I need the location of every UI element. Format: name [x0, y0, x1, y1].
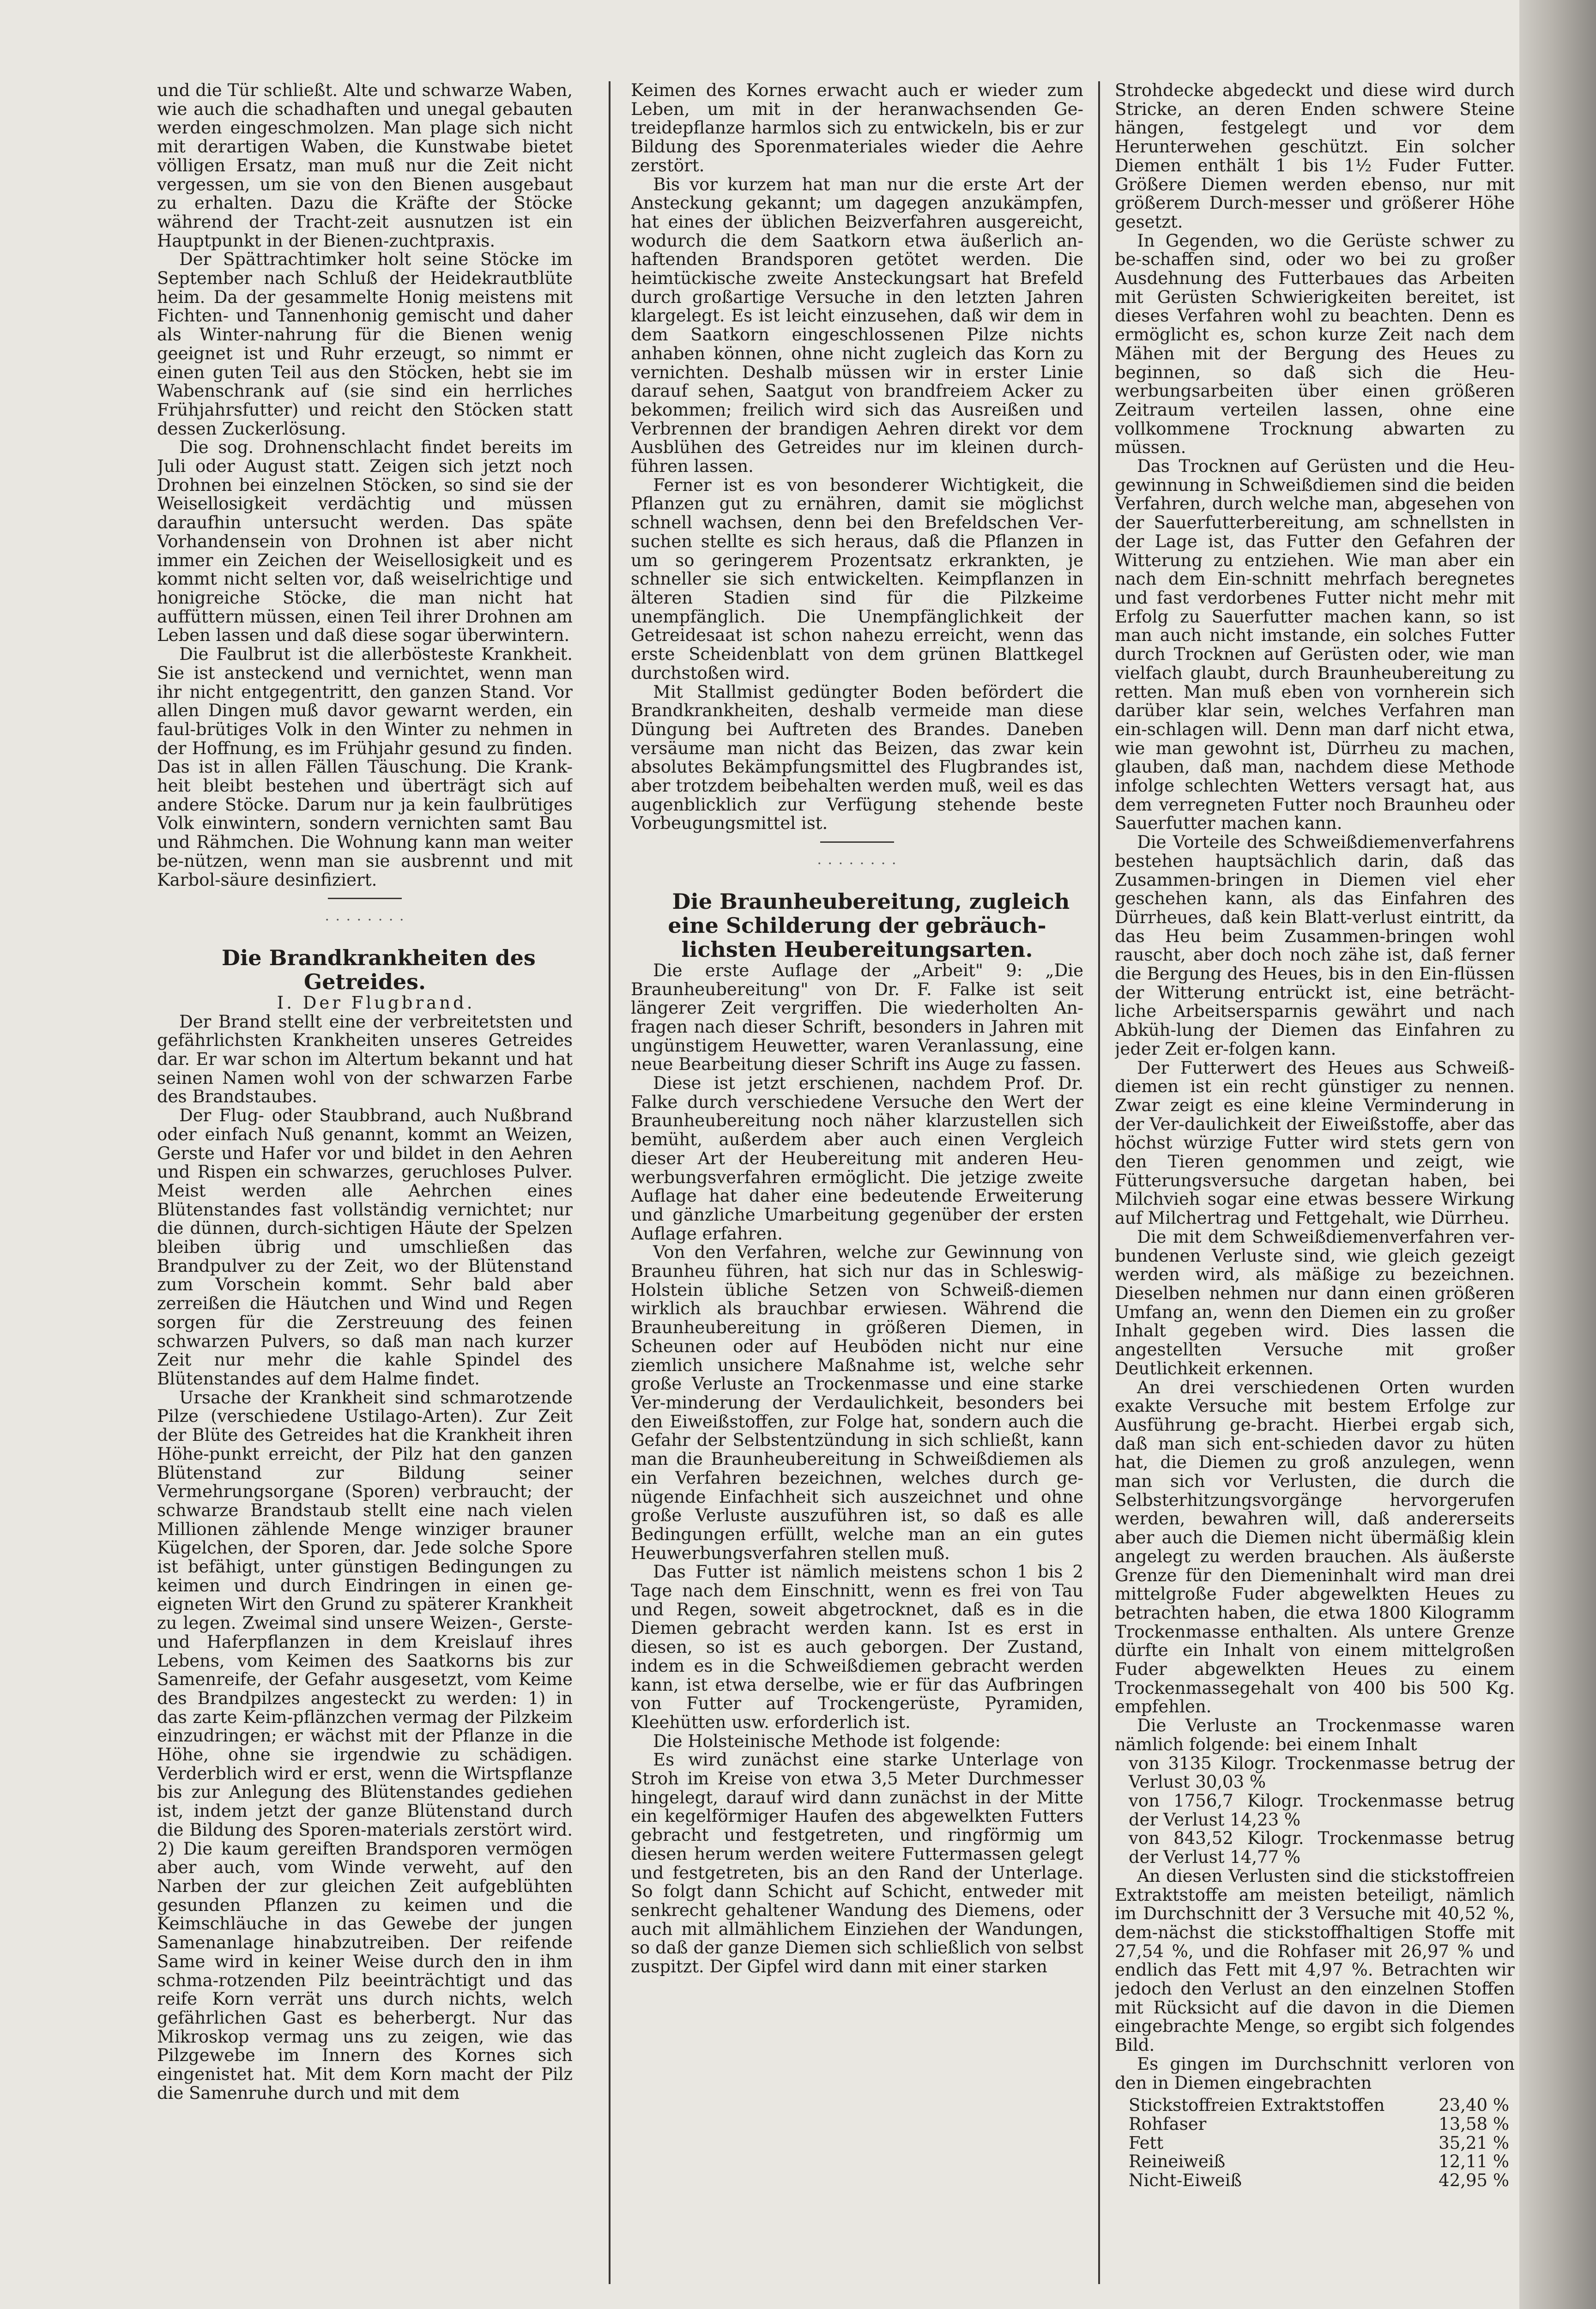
paragraph: Ursache der Krankheit sind schmarotzende Pilze (verschiedene Ustilago-Arten). Zur Zeit der Blüte des Getreides hat die Krankheit ihren Höhe-punkt erreicht, der Pilz hat den ganzen Blütenstand zur Bildung seiner Vermehrungsorgane (Sporen) verbraucht; der schwarze Brandstaub stellt eine nach vielen Millionen zählende Menge winziger brauner Kügelchen, der Sporen, dar. Jede solche Spore ist befähigt, unter günstigen Bedingungen zu keimen und durch Eindringen in einen ge-eigneten Wirt den Grund zu späterer Krankheit zu legen. Zweimal sind unsere Weizen-, Gerste- und Haferpflanzen in dem Kreislauf ihres Lebens, vom Keimen des Saatkorns bis zur Samenreife, der Gefahr ausgesetzt, vom Keime des Brandpilzes angesteckt zu werden: 1) in das zarte Keim-pflänzchen vermag der Pilzkeim einzudringen; er wächst mit der Pflanze in die Höhe, ohne sie irgendwie zu schädigen. Verderblich wird er erst, wenn die Wirtspflanze bis zur Anlegung des Blütenstandes gediehen ist, indem jetzt der ganze Blütenstand durch die Bildung des Sporen-materials zerstört wird. 2) Die kaum gereiften Brandsporen vermögen aber auch, vom Winde verweht, auf den Narben der zur gleichen Zeit aufgeblühten gesunden Pflanzen zu keimen und die Keimschläuche in das Gewebe der jungen Samenanlage hinabzutreiben. Der reifende Same wird in keiner Weise durch den in ihm schma-rotzenden Pilz beeinträchtigt und das reife Korn verrät uns durch nichts, welch gefährlichen Gast es beherbergt. Nur das Mikroskop vermag uns zu zeigen, wie das Pilzgewebe im Innern des Kornes sich eingenistet hat. Mit dem Korn macht der Pilz die Samenruhe durch und mit dem — [157, 1387, 573, 2103]
table-row — [1129, 2134, 1515, 2153]
paragraph: Die Faulbrut ist die allerbösteste Krankheit. Sie ist ansteckend und vernichtet, wenn man ihr nicht entgegentritt, den ganzen Stand. Vor allen Dingen muß davor gewarnt werden, ein faul-brütiges Volk in den Winter zu nehmen in der Hoffnung, es im Frühjahr gesund zu finden. Das ist in allen Fällen Täuschung. Die Krank-heit bleibt bestehen und überträgt sich auf andere Stöcke. Darum nur ja kein faulbrütiges Volk einwintern, sondern vernichten samt Bau und Rähmchen. Die Wohnung kann man weiter be-nützen, wenn man sie ausbrennt und mit Karbol-säure desinfiziert. — [157, 644, 573, 890]
table-value: 42,95 % — [1439, 2170, 1509, 2191]
paragraph: Es wird zunächst eine starke Unterlage von Stroh im Kreise von etwa 3,5 Meter Durchmesser hingelegt, darauf wird dann zunächst in der Mitte ein kegelförmiger Haufen des abgewelkten Futters gebracht und festgetreten, und ringförmig um diesen herum werden weitere Futtermassen gelegt und festgetreten, bis an den Rand der Unterlage. So folgt dann Schicht auf Schicht, entweder mit senkrecht gehaltener Wandung des Diemens, oder auch mit allmählichem Einziehen der Wandungen, so daß der ganze Diemen sich schließlich von selbst zuspitzt. Der Gipfel wird dann mit einer starken — [631, 1750, 1083, 1977]
paragraph: Diese ist jetzt erschienen, nachdem Prof. Dr. Falke durch verschiedene Versuche den Wert der Braunheubereitung noch näher klarzustellen sich bemüht, außerdem aber auch einen Vergleich dieser Art der Heubereitung mit anderen Heu-werbungsverfahren ermöglicht. Die jetzige zweite Auflage hat daher eine bedeutende Erweiterung und gänzliche Umarbeitung gegenüber der ersten Auflage erfahren. — [631, 1073, 1083, 1244]
book-binding-edge — [1519, 0, 1596, 2309]
article-headline: Die Braunheubereitung, zugleich eine Schilderung der gebräuch-lichsten Heubereitungsarten. — [668, 889, 1070, 962]
paragraph: Der Futterwert des Heues aus Schweiß-diemen ist ein recht günstiger zu nennen. Zwar zeigt es eine kleine Verminderung in der Ver-daulichkeit der Eiweißstoffe, aber das höchst würzige Futter wird stets gern von den Tieren genommen und zeigt, wie Fütterungsversuche dargetan haben, bei Milchvieh sogar eine etwas bessere Wirkung auf Milchertrag und Fettgehalt, wie Dürrheu. — [1115, 1058, 1515, 1228]
paragraph: Von den Verfahren, welche zur Gewinnung von Braunheu führen, hat sich nur das in Schleswig-Holstein übliche Setzen von Schweiß-diemen wirklich als brauchbar erwiesen. Während die Braunheubereitung in größeren Diemen, in Scheunen oder auf Heuböden nicht nur eine ziemlich unsichere Maßnahme ist, welche sehr große Verluste an Trockenmasse und eine starke Ver-minderung der Verdaulichkeit, besonders bei den Eiweißstoffen, zur Folge hat, sondern auch die Gefahr der Selbstentzündung in sich schließt, kann man die Braunheubereitung in Schweißdiemen als ein Verfahren bezeichnen, welches durch ge-nügende Einfachheit sich auszeichnet und ohne große Verluste auszuführen ist, so daß es alle Bedingungen erfüllt, welche man an ein gutes Heuwerbungsverfahren stellen muß. — [631, 1242, 1083, 1563]
table-row — [1129, 2115, 1515, 2134]
table-value: 13,58 % — [1439, 2114, 1509, 2134]
column-3 — [1115, 81, 1515, 2293]
paragraph: Das Futter ist nämlich meistens schon 1 bis 2 Tage nach dem Einschnitt, wenn es frei von Tau und Regen, soweit abgetrocknet, daß es in die Diemen gebracht werden kann. Ist es erst in diesen, so ist es auch geborgen. Der Zustand, indem es in die Schweißdiemen gebracht werden kann, ist etwa derselbe, wie er für das Aufbringen von Futter auf Trockengerüste, Pyramiden, Kleehütten usw. erforderlich ist. — [631, 1562, 1083, 1732]
paragraph: Es gingen im Durchschnitt verloren von den in Diemen eingebrachten — [1115, 2054, 1515, 2093]
paragraph: In Gegenden, wo die Gerüste schwer zu be-schaffen sind, oder wo bei zu großer Ausdehnung des Futterbaues das Arbeiten mit Gerüsten Schwierigkeiten bereitet, ist dieses Verfahren wohl zu beachten. Denn es ermöglicht es, schon kurze Zeit nach dem Mähen mit der Bergung des Heues zu beginnen, so daß sich die Heu-werbungsarbeiten über einen größeren Zeitraum verteilen lassen, ohne eine vollkommene Trocknung abwarten zu müssen. — [1115, 230, 1515, 458]
column-2 — [631, 81, 1083, 2293]
table-value: 35,21 % — [1439, 2133, 1509, 2153]
ornament: · · · · · · · · — [325, 912, 405, 929]
table-value: 12,11 % — [1439, 2152, 1509, 2172]
paragraph: Die erste Auflage der „Arbeit" 9: „Die Braunheubereitung" von Dr. F. Falke ist seit längerer Zeit vergriffen. Die wiederholten An-fragen nach dieser Schrift, besonders in Jahren mit ungünstigem Heuwetter, waren Veranlassung, eine neue Bearbeitung dieser Schrift ins Auge zu fassen. — [631, 960, 1083, 1075]
paragraph: Keimen des Kornes erwacht auch er wieder zum Leben, um mit in der heranwachsenden Ge-treidepflanze harmlos sich zu entwickeln, bis er zur Bildung des Sporenmateriales wieder die Aehre zerstört. — [631, 81, 1083, 175]
paragraph: und die Tür schließt. Alte und schwarze Waben, wie auch die schadhaften und unegal gebauten werden eingeschmolzen. Man plage sich nicht mit derartigen Waben, die Kunstwabe bietet völligen Ersatz, man muß nur die Zeit nicht vergessen, um sie von den Bienen ausgebaut zu erhalten. Dazu die Kräfte der Stöcke während der Tracht-zeit ausnutzen ist ein Hauptpunkt in der Bienen-zuchtpraxis. — [157, 81, 573, 251]
ornament: · · · · · · · · — [817, 856, 897, 872]
paragraph: Der Brand stellt eine der verbreitetsten und gefährlichsten Krankheiten unseres Getreides dar. Er war schon im Altertum bekannt und hat seinen Namen wohl von der schwarzen Farbe des Brandstaubes. — [157, 1011, 573, 1107]
paragraph: An diesen Verlusten sind die stickstoffreien Extraktstoffe am meisten beteiligt, nämlich im Durchschnitt der 3 Versuche mit 40,52 %, dem-nächst die stickstoffhaltigen Stoffe mit 27,54 %, und die Rohfaser mit 26,97 % und endlich das Fett mit 4,97 %. Betrachten wir jedoch den Verlust an den einzelnen Stoffen mit Rücksicht auf die davon in die Diemen eingebrachte Menge, so ergibt sich folgendes Bild. — [1115, 1866, 1515, 2055]
loss-line: von 843,52 Kilogr. Trockenmasse betrug der Verlust 14,77 % — [1129, 1828, 1515, 1868]
table-label: Nicht-Eiweiß — [1129, 2170, 1242, 2191]
losses-list — [1115, 1754, 1515, 1867]
column-rule — [1098, 81, 1100, 2284]
table-row — [1129, 2171, 1515, 2190]
separator-line — [328, 898, 402, 899]
paragraph: Mit Stallmist gedüngter Boden befördert die Brandkrankheiten, deshalb vermeide man diese Düngung bei Auftreten des Brandes. Daneben versäume man nicht das Beizen, das zwar kein absolutes Bekämpfungsmittel des Flugbrandes ist, aber trotzdem beibehalten werden muß, weil es das augenblicklich zur Verfügung stehende beste Vorbeugungsmittel ist. — [631, 682, 1083, 834]
paragraph: An drei verschiedenen Orten wurden exakte Versuche mit bestem Erfolge zur Ausführung ge-bracht. Hierbei ergab sich, daß man sich ent-schieden davor zu hüten hat, die Diemen zu groß anzulegen, wenn man sich vor Verlusten, die durch die Selbsterhitzungsvorgänge hervorgerufen werden, bewahren will, daß andererseits aber auch die Diemen nicht übermäßig klein angelegt zu werden brauchen. Als äußerste Grenze für den Diemeninhalt wird man drei mittelgroße Fuder abgewelkten Heues zu betrachten haben, die etwa 1800 Kilogramm Trockenmasse enthalten. Als untere Grenze dürfte ein Inhalt von einem mittelgroßen Fuder abgewelkten Heues zu einem Trockenmassegehalt von 400 bis 500 Kg. empfehlen. — [1115, 1377, 1515, 1717]
table-label: Stickstoffreien Extraktstoffen — [1129, 2095, 1385, 2116]
table-label: Rohfaser — [1129, 2114, 1207, 2134]
article-headline: Die Brandkrankheiten des Getreides. — [221, 945, 536, 994]
paragraph: Die Vorteile des Schweißdiemenverfahrens bestehen hauptsächlich darin, daß das Zusammen-bringen in Diemen viel eher geschehen kann, als das Einfahren des Dürrheues, daß kein Blatt-verlust eintritt, da das Heu beim Zusammen-bringen wohl rauscht, aber doch noch zähe ist, daß ferner die Bergung des Heues, bis in den Ein-flüssen der Witterung entrückt ist, eine beträcht-liche Arbeitsersparnis gewährt und nach Abküh-lung der Diemen das Einfahren zu jeder Zeit er-folgen kann. — [1115, 832, 1515, 1059]
paragraph: Bis vor kurzem hat man nur die erste Art der Ansteckung gekannt; um dagegen anzukämpfen, hat eines der üblichen Beizverfahren ausgereicht, wodurch die dem Saatkorn etwa äußerlich an-haftenden Brandsporen getötet werden. Die heimtückische zweite Ansteckungsart hat Brefeld durch großartige Versuche in den letzten Jahren klargelegt. Es ist leicht einzusehen, daß wir dem in dem Saatkorn eingeschlossenen Pilze nichts anhaben können, ohne nicht zugleich das Korn zu vernichten. Deshalb müssen wir in erster Linie darauf sehen, Saatgut von brandfreiem Acker zu bekommen; freilich wird sich das Ausreißen und Verbrennen der brandigen Aehren direkt vor dem Ausblühen des Getreides nur im kleinen durch-führen lassen. — [631, 174, 1083, 477]
loss-table — [1129, 2096, 1515, 2190]
column-1 — [157, 81, 573, 2293]
loss-line: von 3135 Kilogr. Trockenmasse betrug der Verlust 30,03 % — [1129, 1753, 1515, 1792]
paragraph: Die Verluste an Trockenmasse waren nämlich folgende: bei einem Inhalt — [1115, 1716, 1515, 1754]
paragraph: Der Spättrachtimker holt seine Stöcke im September nach Schluß der Heidekrautblüte heim. Da der gesammelte Honig meistens mit Fichten- und Tannenhonig gemischt und daher als Winter-nahrung für die Bienen wenig geeignet ist und Ruhr erzeugt, so nimmt er einen guten Teil aus den Stöcken, hebt sie im Wabenschrank auf (sie sind ein herrliches Frühjahrsfutter) und reicht den Stöcken statt dessen Zuckerlösung. — [157, 249, 573, 439]
table-row — [1129, 2152, 1515, 2171]
loss-line: von 1756,7 Kilogr. Trockenmasse betrug der Verlust 14,23 % — [1129, 1790, 1515, 1830]
table-label: Reineiweiß — [1129, 2152, 1226, 2172]
column-rule — [609, 81, 611, 2284]
paragraph: Das Trocknen auf Gerüsten und die Heu-gewinnung in Schweißdiemen sind die beiden Verfahren, durch welche man, abgesehen von der Sauerfutterbereitung, am schnellsten in der Lage ist, das Futter den Gefahren der Witterung zu entziehen. Wie man aber ein nach dem Ein-schnitt mehrfach beregnetes und fast verdorbenes Futter nicht mehr mit Erfolg zu Sauerfutter machen kann, so ist man auch nicht imstande, ein solches Futter durch Trocknen auf Gerüsten oder, wie man vielfach glaubt, durch Braunheubereitung zu retten. Man muß eben von vornherein sich darüber klar sein, welches Verfahren man ein-schlagen will. Denn man darf nicht etwa, wie man gewohnt ist, Dürrheu zu machen, glauben, daß man, nachdem diese Methode infolge schlechten Wetters versagt hat, aus dem verregneten Futter noch Braunheu oder Sauerfutter machen kann. — [1115, 456, 1515, 834]
table-label: Fett — [1129, 2133, 1164, 2153]
paragraph: Die mit dem Schweißdiemenverfahren ver-bundenen Verluste sind, wie gleich gezeigt werden wird, als mäßige zu bezeichnen. Dieselben nehmen nur dann einen größeren Umfang an, wenn den Diemen ein zu großer Inhalt gegeben wird. Dies lassen die angestellten Versuche mit großer Deutlichkeit erkennen. — [1115, 1227, 1515, 1378]
table-value: 23,40 % — [1439, 2095, 1509, 2116]
paragraph: Die Holsteinische Methode ist folgende: — [653, 1731, 1001, 1751]
paragraph: Die sog. Drohnenschlacht findet bereits im Juli oder August statt. Zeigen sich jetzt noch Drohnen bei einzelnen Stöcken, so sind sie der Weisellosigkeit verdächtig und müssen daraufhin untersucht werden. Das späte Vorhandensein von Drohnen ist aber nicht immer ein Zeichen der Weisellosigkeit und es kommt nicht selten vor, daß weiselrichtige und honigreiche Stöcke, die man nicht hat auffüttern müssen, einen Teil ihrer Drohnen am Leben lassen und daß diese sogar überwintern. — [157, 437, 573, 646]
paragraph: Strohdecke abgedeckt und diese wird durch Stricke, an deren Enden schwere Steine hängen, festgelegt und vor dem Herunterwehen geschützt. Ein solcher Diemen enthält 1 bis 1½ Fuder Futter. Größere Diemen werden ebenso, nur mit größerem Durch-messer und größerer Höhe gesetzt. — [1115, 81, 1515, 232]
article-subhead: I. Der Flugbrand. — [277, 992, 475, 1013]
separator-line — [820, 841, 894, 843]
paragraph: Der Flug- oder Staubbrand, auch Nußbrand oder einfach Nuß genannt, kommt an Weizen, Gerste und Hafer vor und bildet in den Aehren und Rispen ein schwarzes, geruchloses Pulver. Meist werden alle Aehrchen eines Blütenstandes fast vollständig vernichtet; nur die dünnen, durch-sichtigen Häute der Spelzen bleiben übrig und umschließen das Brandpulver zu der Zeit, wo der Blütenstand zum Vorschein kommt. Sehr bald aber zerreißen die Häutchen und Wind und Regen sorgen für die Zerstreuung des feinen schwarzen Pulvers, so daß man nach kurzer Zeit nur mehr die kahle Spindel des Blütenstandes auf dem Halme findet. — [157, 1106, 573, 1389]
table-row — [1129, 2096, 1515, 2115]
paragraph: Ferner ist es von besonderer Wichtigkeit, die Pflanzen gut zu ernähren, damit sie möglichst schnell wachsen, denn bei den Brefeldschen Ver-suchen stellte es sich heraus, daß die Pflanzen in um so geringerem Prozentsatz erkrankten, je schneller sie sich entwickelten. Keimpflanzen in älteren Stadien sind für die Pilzkeime unempfänglich. Die Unempfänglichkeit der Getreidesaat ist schon nahezu erreicht, wenn das erste Scheidenblatt von dem grünen Blattkegel durchstoßen wird. — [631, 475, 1083, 683]
